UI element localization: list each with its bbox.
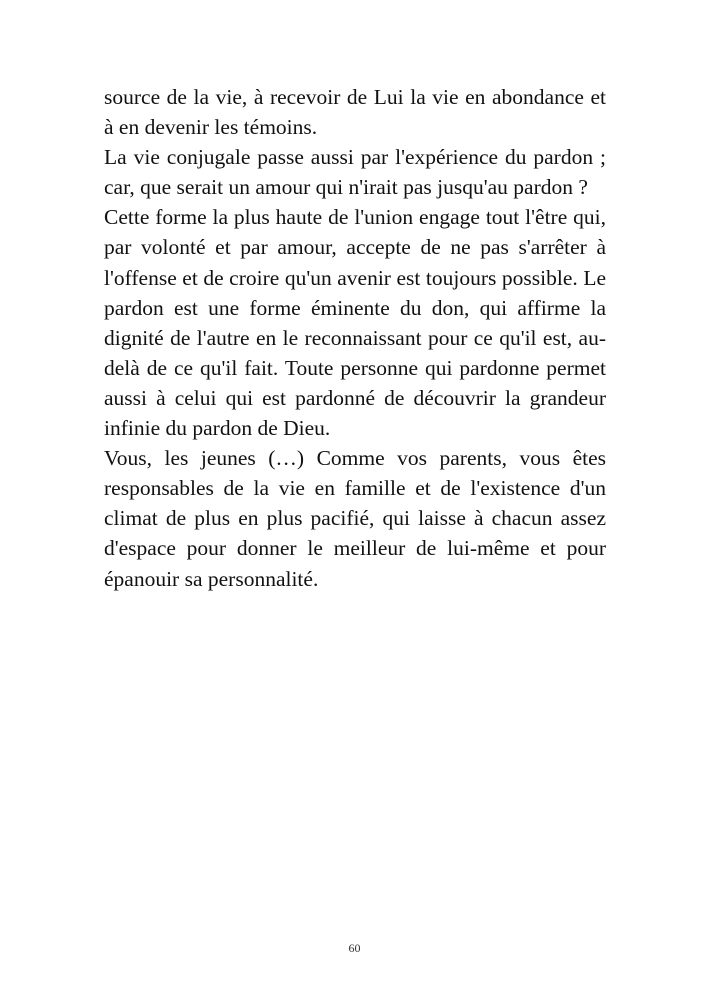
paragraph-1: source de la vie, à recevoir de Lui la vie en abondance et à en devenir les témoins. (104, 85, 606, 140)
paragraph-3: Cette forme la plus haute de l'union engage tout l'être qui, par volonté et par amour, accepte de ne pas s'arrêter à l'offense et de croire qu'un avenir est toujours possible. Le pardon est une forme éminente du don, qui affirme la dignité de l'autre en le reconnaissant pour ce qu'il est, au-delà de ce qu'il fait. Toute personne qui pardonne permet aussi à celui qui est pardonné de découvrir la grandeur infinie du pardon de Dieu. (104, 205, 606, 441)
page-number: 60 (348, 941, 361, 955)
paragraph-2: La vie conjugale passe aussi par l'expérience du pardon ; car, que serait un amour qui n'irait pas jusqu'au pardon ? (104, 145, 606, 200)
paragraph-4: Vous, les jeunes (…) Comme vos parents, vous êtes responsables de la vie en famille et de l'existence d'un climat de plus en plus pacifié, qui laisse à chacun assez d'espace pour donner le meilleur de lui-même et pour épanouir sa personnalité. (104, 446, 606, 591)
body-text (104, 82, 606, 594)
